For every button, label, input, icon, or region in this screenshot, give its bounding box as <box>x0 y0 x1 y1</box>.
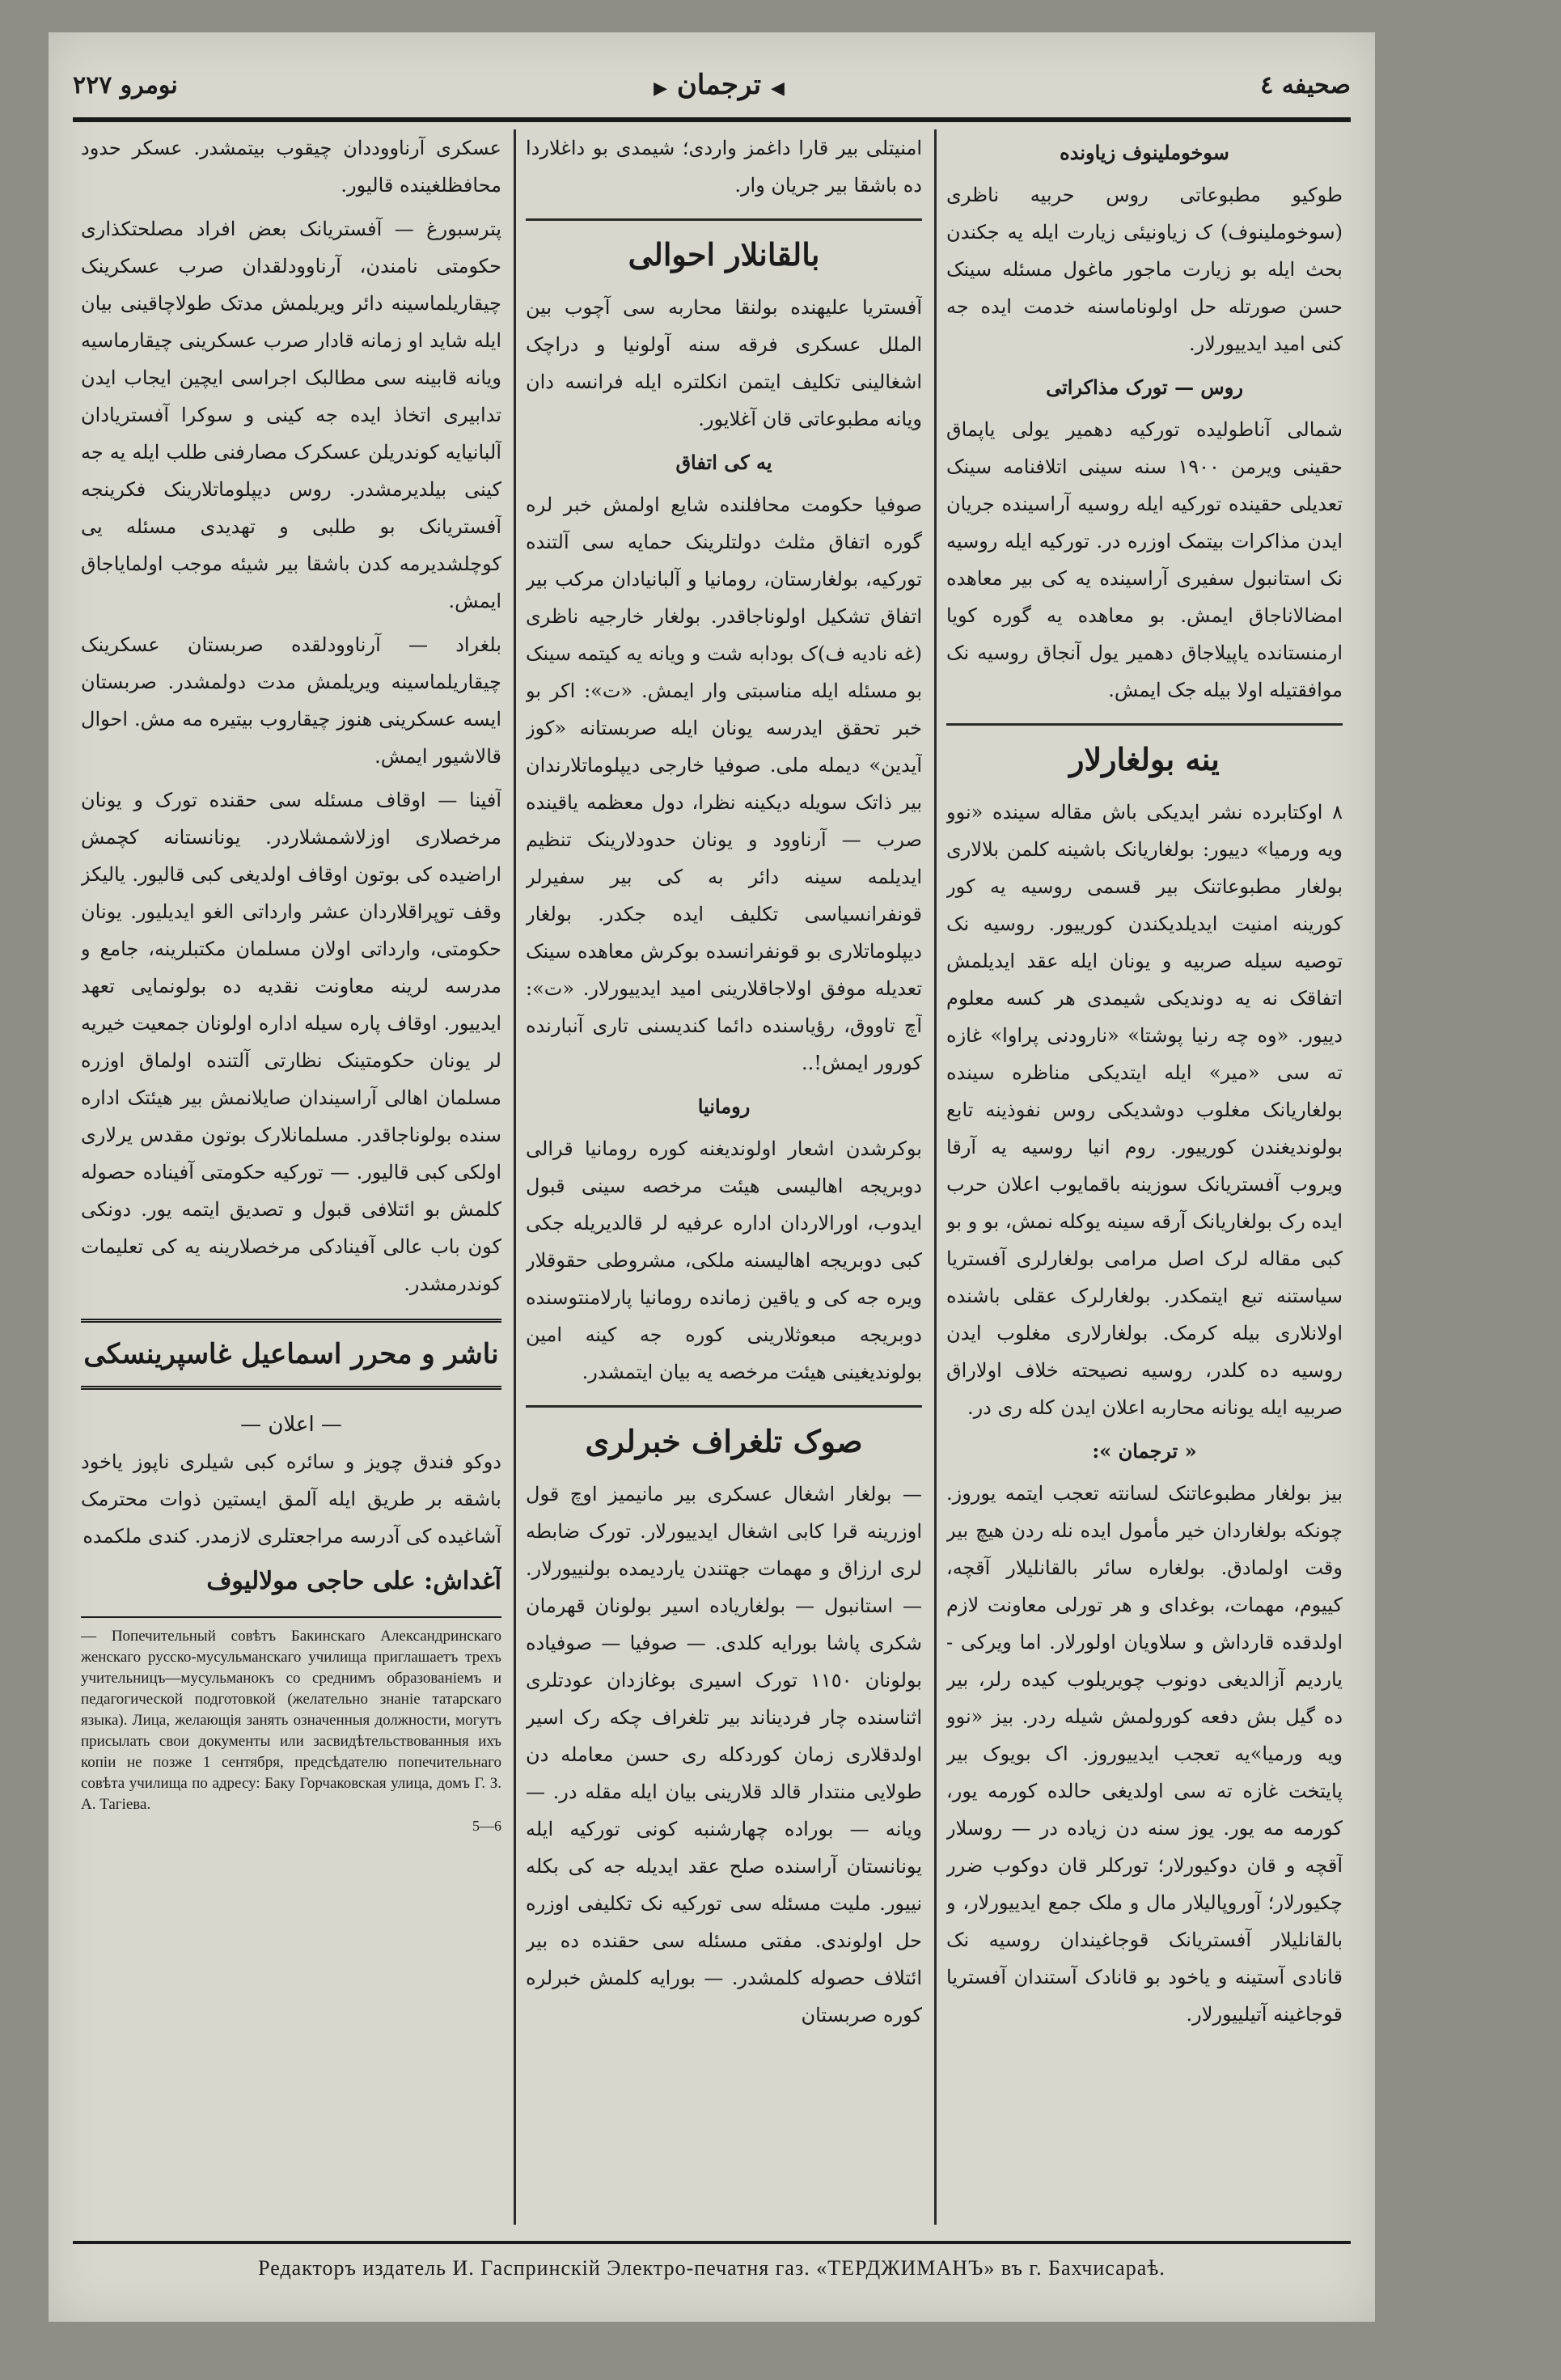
article-text: بوکرشدن اشعار اولوندیغنه کوره رومانیا قرالی دوبریجه اهالیسی هیئت مرخصه سینی قبول ایدوب، اورالاردان اداره عرفیه لر قالدیریله جکی کبی دوبریجه اهالیسنه ملکی، مشروطی حقوقلار ویره جه کی و یاقین زمانده رومانیا پارلامنتوسنده دوبریجه مبعوثلارینی کوره جه کینه امین بولوندیغینی هیئت مرخصه یه بیان ایتمشدر. <box>526 1137 922 1383</box>
article-text: بلغراد — آرناوودلقده صربستان عسکرینک چیقاریلماسینه ویریلمش مدت دولمشدر. صربستان ایسه عسکرینی هنوز چیقاروب بیتیره مه مش. احوال قالاشیور ایمش. <box>81 633 501 768</box>
column-divider <box>514 129 516 2225</box>
column-divider <box>934 129 937 2225</box>
issue-number-label: نومرو ٢٢٧ <box>73 70 178 100</box>
article-text: طوکیو مطبوعاتی روس حربیه ناظری (سوخوملینوف) ک زیاونیئی زیارت ایله یه جکندن بحث ایله بو زیارت ماجور ماغول مسئله سینک حسن صورتله حل اولوناماسنه خدمت ایده جه کنی امید ایدییورلار. <box>946 184 1343 355</box>
russian-notice <box>81 1616 501 1836</box>
article-text: ٨ اوکتابرده نشر ایدیکی باش مقاله سینده «نوو ویه ورمیا» دییور: بولغاریانک باشینه کلمن بلالاری بولغار مطبوعاتنک بیر قسمی روسیه یه کور کورینه امنیت ایدیلدیکندن کورییور. روسیه نک توصیه سیله صربیه و یونان ایله عقد ایدیلمش اتفاقک نه یه دوندیکی شیمدی هر کسه معلوم دییور. «وه چه رنیا پوشتا» «نارودنی پراوا» غازه ته سی «میر» ایله ایتدیکی مناظره سینده بولغاریانک مغلوب دوشدیکی روس نفوذینه تابع بولوندیغندن کورییور. روم انیا روسیه یه آرقا ویروب آفستریانک سوزینه باقمایوب اعلان حرب ایده رک بولغاریانک آرقه سینه یوکله نمش، بو و بو کبی مقاله لرک اصل مرامی بولغارلری آفستریا سیاستنه تبع ایتمکدر. بولغارلرک عقلی باشنده اولانلاری بیله کرمک. بولغارلاری مغلوب ایدن روسیه ده کلدر، روسیه نصیحته خلاف اولاراق صربیه ایله یونانه محاربه اعلان ایدن کله ری در. <box>946 801 1343 1419</box>
article-text: بیز بولغار مطبوعاتنک لسانته تعجب ایتمه یوروز. چونکه بولغاردان خیر مأمول ایده نله ردن هیچ بیر وقت اولمادق. بولغاره سائر بالقانلیلار آقچه، کییوم، مهمات، بوغدای و هر تورلی معاونت لازم اولدقده قارداش و سلاویان اولورلار. اما ویرکی - یاردیم آزالدیغی دونوب چویریلوب کیده رلر، بیر ده گیل بش دفعه کورولمش شیله ردر. بیز «نوو ویه ورمیا»یه تعجب ایدییوروز. اک بویوک بیر پایتخت غازه ته سی اولدیغی حالده کورمه یور، کورمه مه یور. یوز سنه دن زیاده در — روسلار آقچه و قان دوکیورلار؛ تورکلر قان دوکوب ضرر چکیورلار؛ آوروپالیلار مال و ملک جمع ایدییورلار، و بالقانلیلار آفستریانک قوجاغیندان روسیه نک قانادی آستینه و یاخود بو قانادک آستندان آفستریا قوجاغینه آتیلییورلار. <box>946 1482 1343 2026</box>
article-text: پترسبورغ — آفستریانک بعض افراد مصلحتکذاری حکومتی نامندن، آرناوودلقدان صرب عسکرینک چیقاریلماسینه دائر ویریلمش مدتک طولاچاقینی بیان ایله شاید او زمانه قادار صرب عسکرینی چیقارماسیه ویانه قابینه سی مطالبک اجراسی ایچین ایجاب ایدن تدابیری اتخاذ ایده جه کینی و سوکرا آفستریادان آلبانیایه کوندریلن عسکرک مصارفنی طلب ایله یه جه کینی بیلدیرمشدر. روس دیپلوماتلارینک فکرینجه آفستریانک بو طلبی و تهدیدی مسئله یی کوچلشدیرمه کدن باشقا بیر شیئه موجب اولمایاجاق ایمش. <box>81 218 501 612</box>
section-heading: رومانیا <box>697 1095 751 1118</box>
section-heading: یه کی اتفاق <box>675 451 772 474</box>
article-text: شمالی آناطولیده تورکیه دهمیر یولی یاپماق حقینی ویرمن ١٩٠٠ سنه سینی اتلافنامه سینک تعدیلی حقینده تورکیه ایله روسیه آراسینده جریان ایدن مذاکرات بیتمک اوزره در. تورکیه ایله روسیه نک استانبول سفیری آراسینده یه کی بیر معاهده امضالاناجاق ایمش. بو معاهده یه گوره کویا ارمنستانده یاپیلاجاق دهمیر یول آنجاق روسیه نک موافقتیله اولا بیله جک ایمش. <box>946 418 1343 701</box>
article-text: صوفیا حکومت محافلنده شایع اولمش خبر لره گوره اتفاق مثلث دولتلرینک حمایه سی آلتنده تورکیه، بولغارستان، رومانیا و آلبانیادان مرکب بیر اتفاق تشکیل اولوناجاقدر. بولغار خارجیه ناظری (غه نادیه ف)ک بودابه شت و ویانه یه کیتمه سینک بو مسئله ایله مناسبتی وار ایمش. «ت»: اکر بو خبر تحقق ایدرسه یونان ایله صربستانه «کوز آیدین» دیمله ملی. صوفیا خارجی دیپلوماتلارندان بیر ذاتک سویله دیکینه نظرا، دول معظمه یاقینده صرب — آرناوود و یونان حدودلارینک تنظیم ایدیلمه سینه دائر به کی بیر سفیرلر قونفرانسیاسی تکلیف ایده جکدر. بولغار دیپلوماتلاری بو قونفرانسده بوکرش معاهده سینک تعدیله موفق اولاجاقلارینی امید ایدییورلار. «ت»: آچ تاووق، رؤیاسنده دائما کندیسنی تاری آنبارنده کورور ایمش!.. <box>526 493 922 1074</box>
article-text: آفینا — اوقاف مسئله سی حقنده تورک و یونان مرخصلاری اوزلاشمشلاردر. یونانستانه کچمش اراضیده کی بوتون اوقاف اولدیغی کبی قالیور. یالیکز وقف توپراقلاردان عشر وارداتی الغو ایدیلیور. یونان حکومتی، وارداتی اولان مسلمان مکتبلرینه، جامع و مدرسه لرینه معاونت نقدیه ده بولونمایی تعهد ایدییور. اوقاف پاره سیله اداره اولونان جمعیت خیریه لر یونان حکومتینک نظارتی آلتنده اولماق اوزره مسلمان اهالی آراسیندان صایلانمش بیر هیئتک اداره سنده بولوناجاقدر. مسلمانلارک بوتون مقدس یرلاری اولکی کبی قالیور. — تورکیه حکومتی آفیناده حصوله کلمش بو ائتلافی قبول و تصدیق ایتمه یور. دونکی کون باب عالی آفینادکی مرخصلارینه یه کی تعلیمات کوندرمشدر. <box>81 789 501 1295</box>
ornament-icon: ◀ <box>770 78 785 99</box>
advertisement-title: — اعلان — <box>240 1412 342 1437</box>
article-text: امنیتلی بیر قارا داغمز واردی؛ شیمدی بو داغلاردا ده باشقا بیر جریان وار. <box>526 137 922 197</box>
section-heading: سوخوملینوف زیاونده <box>1060 141 1229 164</box>
section-heading: روس — تورک مذاکراتی <box>1046 375 1243 399</box>
russian-notice-text: — Попечительный совѣтъ Бакинскаго Александринскаго женскаго русско-мусульманскаго училища приглашаетъ трехъ учительницъ—мусульманокъ со среднимъ образованіемъ и педагогической подготовкой (желательно знаніе татарскаго языка). Лица, желающія занять означенныя должности, могутъ присылать свои документы или засвидѣтельствованныя ихъ копіи не позже 1 сентября, предсѣдателю попечительнаго совѣта училища по адресу: Баку Горчаковская улица, домъ Г. З. А. Тагіева. <box>81 1628 501 1813</box>
article-text: آفستریا علیهنده بولنقا محاربه سی آچوب بین الملل عسکری فرقه سنه آولونیا و دراچک اشغالینی تکلیف ایتمن انکلتره ایله فرانسه دان ویانه مطبوعاتی قان آغلایور. <box>526 296 922 430</box>
article-headline: صوک تلغراف خبرلری <box>526 1405 922 1467</box>
article-text: عسکری آرناووددان چیقوب بیتمشدر. عسکر حدود محافظلغینده قالیور. <box>81 137 501 197</box>
article-text: — بولغار اشغال عسکری بیر مانیمیز اوچ قول اوزرینه قرا کابی اشغال ایدییورلار. تورک ضابطه لری ارزاق و مهمات جهتندن یاردیمده بولنییورلار. — استانبول — بولغاریاده اسیر بولونان قهرمان شکری پاشا بورایه کلدی. — صوفیا — صوفیاده بولونان ١١٥٠ تورک اسیری بوغازدان عودتلری اثناسنده چار فردیناند بیر تلغراف چکه رک اسیر اولدقلاری زمان کوردکله ری حسن معامله دن طولایی منتدار قالد قلارینی بیان ایله مقله در. — ویانه — بوراده چهارشنبه کونی تورکیه ایله یونانستان آراسنده صلح عقد ایدیله جه کی بکله نییور. ملیت مسئله سی تورکیه نک تکلیفی اوزره حل اولوندی. مفتی مسئله سی حقنده ده بیر ائتلاف حصوله کلمشدر. — بورایه کلمش خبرلره کوره صربستان <box>526 1483 922 2026</box>
advertisement-signature: آغداش: علی حاجی مولالیوف <box>206 1567 501 1595</box>
advertisement-text: دوکو فندق چویز و سائره کبی شیلری ناپوز یاخود باشقه بر طریق ایله آلمق ایستین ذوات محترمک آشاغیده کی آدرسه مراجعتلری لازمدر. کندی ملکمده <box>81 1450 501 1548</box>
masthead-title <box>654 69 785 101</box>
header-rule <box>73 117 1351 122</box>
page-footer <box>73 2241 1351 2293</box>
left-column <box>81 129 501 2233</box>
article-headline: بالقانلار احوالی <box>526 218 922 281</box>
page-header <box>73 57 1351 113</box>
masthead-title-text: ترجمان <box>676 69 762 101</box>
middle-column <box>526 129 922 2233</box>
article-headline: ینه بولغارلار <box>946 723 1343 786</box>
section-heading: « ترجمان »: <box>1092 1439 1197 1463</box>
page-number-label: صحیفه ٤ <box>1260 70 1351 100</box>
footer-imprint: Редакторъ издатель И. Гаспринскій Электро-печатня газ. «ТЕРДЖИМАНЪ» въ г. Бахчисараѣ. <box>258 2256 1165 2280</box>
ornament-icon: ▶ <box>654 78 668 99</box>
newspaper-page <box>49 32 1375 2322</box>
russian-notice-number: 5—6 <box>472 1818 501 1834</box>
right-column <box>946 129 1343 2233</box>
publisher-line: ناشر و محرر اسماعیل غاسپرینسکی <box>81 1319 501 1390</box>
